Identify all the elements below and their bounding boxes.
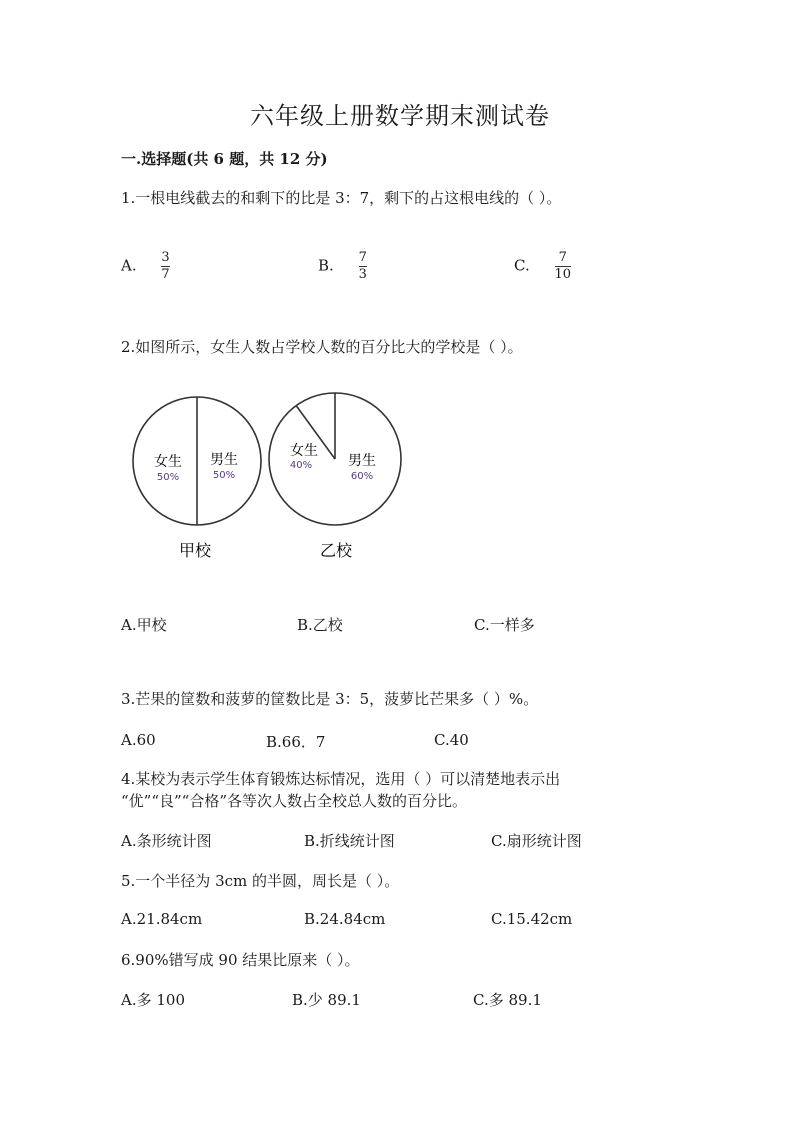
q6-option-a[interactable]: A.多 100 (121, 991, 185, 1009)
denominator: 3 (358, 267, 367, 282)
q1-option-a[interactable] (121, 251, 170, 282)
q3-option-b[interactable]: B.66．7 (266, 733, 326, 751)
school-a-girls-pct: 50% (156, 472, 180, 483)
fraction (555, 251, 572, 282)
school-a-boys-pct: 50% (212, 470, 236, 481)
school-b-boys-label: 男生 (348, 453, 376, 469)
question-4-text-line-1: 4.某校为表示学生体育锻炼达标情况，选用（ ）可以清楚地表示出 (121, 770, 561, 788)
pie-chart-figure (120, 385, 420, 570)
q1-option-b[interactable] (318, 251, 367, 282)
q3-option-a[interactable]: A.60 (121, 731, 156, 749)
q6-option-b[interactable]: B.少 89.1 (292, 991, 361, 1009)
q2-option-a[interactable]: A.甲校 (121, 616, 167, 634)
school-b-boys-pct: 60% (350, 471, 374, 482)
question-6-text: 6.90%错写成 90 结果比原来（ ）。 (121, 951, 360, 969)
numerator: 7 (558, 250, 567, 265)
school-a-girls-label: 女生 (154, 454, 182, 470)
school-b-girls-pct: 40% (289, 460, 313, 471)
q2-option-c[interactable]: C.一样多 (474, 616, 535, 634)
question-1-text: 1.一根电线截去的和剩下的比是 3：7，剩下的占这根电线的（ ）。 (121, 189, 562, 207)
numerator: 7 (358, 250, 367, 265)
q4-option-a[interactable]: A.条形统计图 (121, 832, 212, 850)
section-heading: 一.选择题(共 6 题，共 12 分) (121, 150, 328, 168)
option-label: B. (318, 256, 334, 275)
question-2-text: 2.如图所示，女生人数占学校人数的百分比大的学校是（ ）。 (121, 338, 523, 356)
fraction (161, 251, 169, 282)
option-label: A. (121, 256, 137, 275)
q6-option-c[interactable]: C.多 89.1 (473, 991, 542, 1009)
page-title: 六年级上册数学期末测试卷 (250, 102, 550, 130)
q4-option-b[interactable]: B.折线统计图 (304, 832, 395, 850)
numerator: 3 (161, 250, 170, 265)
q3-option-c[interactable]: C.40 (434, 731, 469, 749)
school-b-girls-label: 女生 (290, 443, 318, 459)
question-3-text: 3.芒果的筐数和菠萝的筐数比是 3：5，菠萝比芒果多（ ）%。 (121, 690, 539, 708)
q1-option-c[interactable] (514, 251, 571, 282)
q4-option-c[interactable]: C.扇形统计图 (491, 832, 582, 850)
denominator: 7 (161, 267, 170, 282)
question-4-text-line-2: “优”“良”“合格”各等次人数占全校总人数的百分比。 (121, 792, 468, 810)
fraction (359, 251, 367, 282)
question-5-text: 5.一个半径为 3cm 的半圆，周长是（ ）。 (121, 872, 400, 890)
q5-option-c[interactable]: C.15.42cm (491, 910, 573, 928)
denominator: 10 (554, 267, 572, 282)
school-b-name: 乙校 (319, 541, 353, 560)
q5-option-b[interactable]: B.24.84cm (304, 910, 386, 928)
q5-option-a[interactable]: A.21.84cm (121, 910, 203, 928)
school-a-name: 甲校 (178, 541, 212, 560)
option-label: C. (514, 256, 530, 275)
school-a-boys-label: 男生 (210, 452, 238, 468)
q2-option-b[interactable]: B.乙校 (297, 616, 343, 634)
